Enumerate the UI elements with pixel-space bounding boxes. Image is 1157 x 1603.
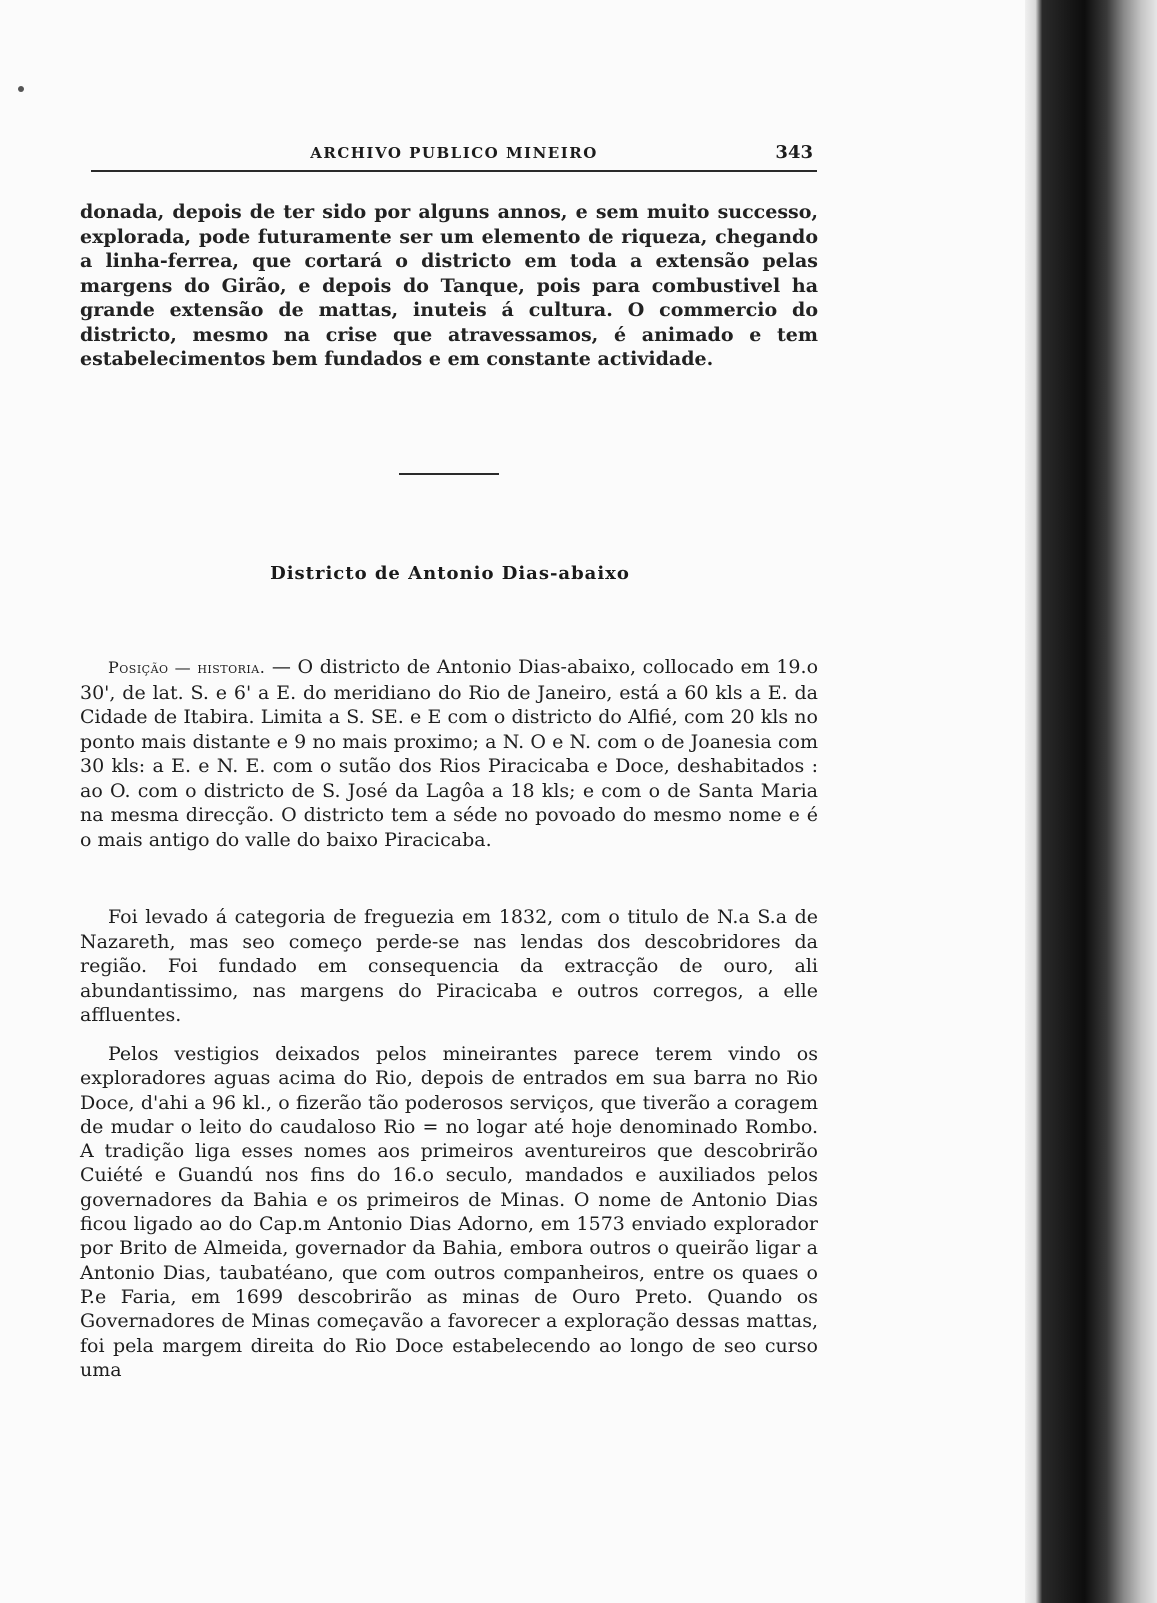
book-binding-edge bbox=[1025, 0, 1157, 1603]
running-title: ARCHIVO PUBLICO MINEIRO bbox=[310, 144, 598, 162]
paragraph-posicao bbox=[80, 655, 818, 852]
paragraph-vestigios: Pelos vestigios deixados pelos mineirantes parece terem vindo os exploradores aguas acima do Rio, depois de entrados em sua barra no Rio Doce, d'ahi a 96 kl., o fizerão tão poderosos serviços, que tiverão a coragem de mudar o leito do caudaloso Rio = no logar até hoje denominado Rombo. A tradição liga esses nomes aos primeiros aventureiros que descobrirão Cuiété e Guandú nos fins do 16.o seculo, mandados e auxiliados pelos governadores da Bahia e os primeiros de Minas. O nome de Antonio Dias ficou ligado ao do Cap.m Antonio Dias Adorno, em 1573 enviado explorador por Brito de Almeida, governador da Bahia, embora outros o queirão ligar a Antonio Dias, taubatéano, que com outros companheiros, entre os quaes o P.e Faria, em 1699 descobrirão as minas de Ouro Preto. Quando os Governadores de Minas começavão a favorecer a exploração dessas mattas, foi pela margem direita do Rio Doce estabelecendo ao longo de seo curso uma bbox=[80, 1043, 818, 1381]
paragraph-continuation: donada, depois de ter sido por alguns annos, e sem muito successo, explorada, pode futuramente ser um elemento de riqueza, chegando a linha-ferrea, que cortará o districto em toda a extensão pelas margens do Girão, e depois do Tanque, pois para combustivel ha grande extensão de mattas, inuteis á cultura. O commercio do districto, mesmo na crise que atravessamos, é animado e tem estabelecimentos bem fundados e em constante actividade. bbox=[80, 201, 818, 370]
page-header bbox=[91, 144, 817, 172]
ink-speck bbox=[18, 86, 24, 92]
section-divider bbox=[399, 473, 499, 475]
paragraph-freguezia: Foi levado á categoria de freguezia em 1832, com o titulo de N.a S.a de Nazareth, mas seo começo perde-se nas lendas dos descobridores da região. Foi fundado em consequencia da extracção de ouro, ali abundantissimo, nas margens do Piracicaba e outros corregos, a elle affluentes. bbox=[80, 906, 818, 1026]
lead-text: — O districto de Antonio Dias-abaixo, collocado em 19.o 30', de lat. S. e 6' a E. do meridiano do Rio de Janeiro, está a 60 kls a E. da Cidade de Itabira. Limita a S. SE. e E com o districto do Alfié, com 20 kls no ponto mais distante e 9 no mais proximo; a N. O e N. com o de Joanesia com 30 kls: a E. e N. E. com o sutão dos Rios Piracicaba e Doce, deshabitados : ao O. com o districto de S. José da Lagôa a 18 kls; e com o de Santa Maria na mesma direcção. O districto tem a séde no povoado do mesmo nome e é o mais antigo do valle do baixo Piracicaba. bbox=[80, 656, 819, 851]
section-title: Districto de Antonio Dias-abaixo bbox=[270, 563, 630, 584]
lead-label: Posição — historia. bbox=[108, 658, 266, 677]
page-number: 343 bbox=[775, 142, 813, 163]
